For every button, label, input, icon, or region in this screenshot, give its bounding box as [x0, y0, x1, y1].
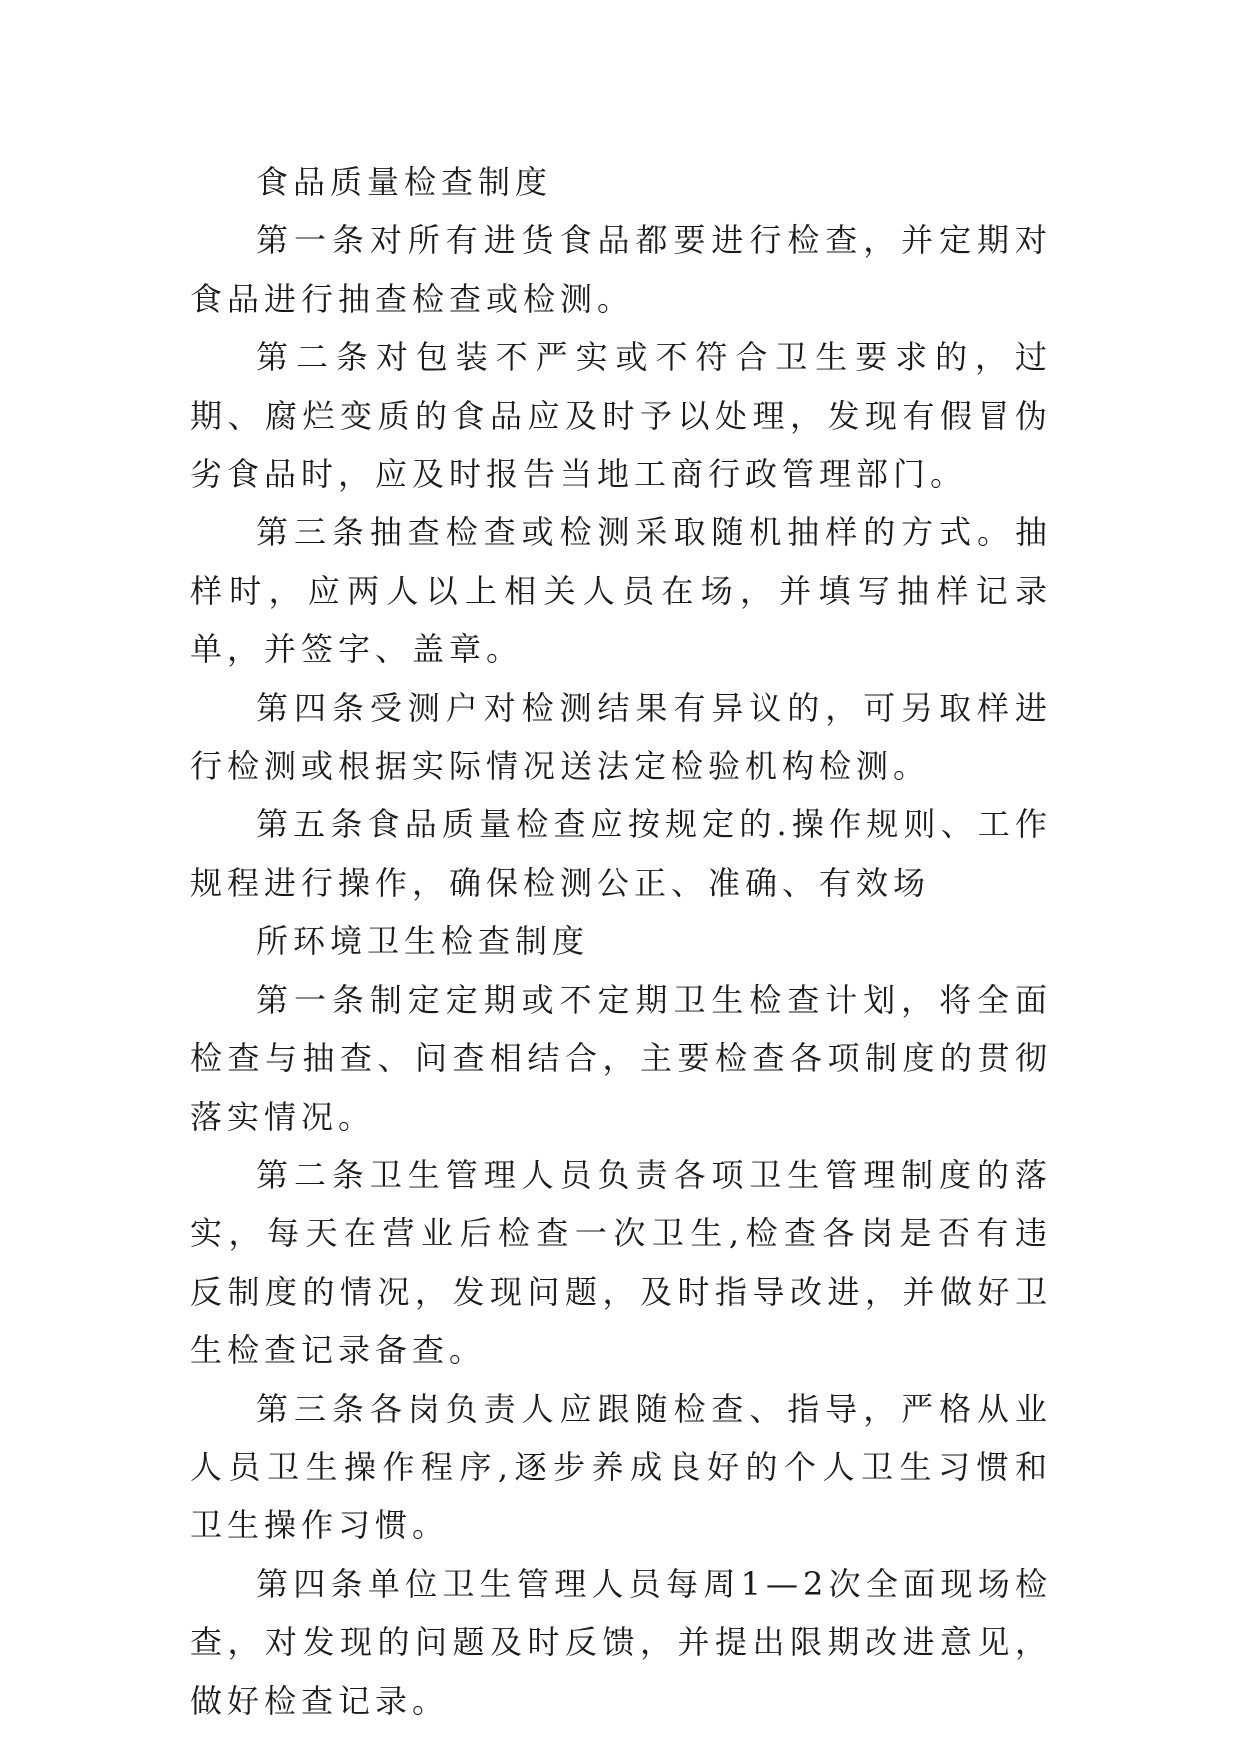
paragraph-food-article-4: 第四条受测户对检测结果有异议的，可另取样进行检测或根据实际情况送法定检验机构检测。: [190, 688, 1052, 786]
paragraph-food-article-5: 第五条食品质量检查应按规定的.操作规则、工作规程进行操作，确保检测公正、准确、有效场: [190, 805, 1052, 902]
paragraph-food-article-1: 第一条对所有进货食品都要进行检查，并定期对食品进行抽查检查或检测。: [190, 221, 1052, 318]
paragraph-food-article-2: 第二条对包装不严实或不符合卫生要求的，过期、腐烂变质的食品应及时予以处理，发现有假冒伪劣食品时，应及时报告当地工商行政管理部门。: [190, 338, 1052, 494]
section-title-food-quality: 食品质量检查制度: [256, 163, 553, 201]
paragraph-hygiene-article-1: 第一条制定定期或不定期卫生检查计划，将全面检查与抽查、问查相结合，主要检查各项制度的贯彻落实情况。: [190, 980, 1052, 1136]
paragraph-hygiene-article-4: 第四条单位卫生管理人员每周1—2次全面现场检查，对发现的问题及时反馈，并提出限期改进意见，做好检查记录。: [190, 1564, 1052, 1720]
section-title-hygiene: 所环境卫生检查制度: [256, 922, 590, 961]
paragraph-hygiene-article-3: 第三条各岗负责人应跟随检查、指导，严格从业人员卫生操作程序,逐步养成良好的个人卫生习惯和卫生操作习惯。: [190, 1389, 1052, 1545]
document-body: [190, 153, 1052, 1730]
paragraph-hygiene-article-2: 第二条卫生管理人员负责各项卫生管理制度的落实，每天在营业后检查一次卫生,检查各岗是否有违反制度的情况，发现问题，及时指导改进，并做好卫生检查记录备查。: [190, 1155, 1052, 1370]
paragraph-food-article-3: 第三条抽查检查或检测采取随机抽样的方式。抽样时，应两人以上相关人员在场，并填写抽样记录单，并签字、盖章。: [190, 513, 1052, 669]
